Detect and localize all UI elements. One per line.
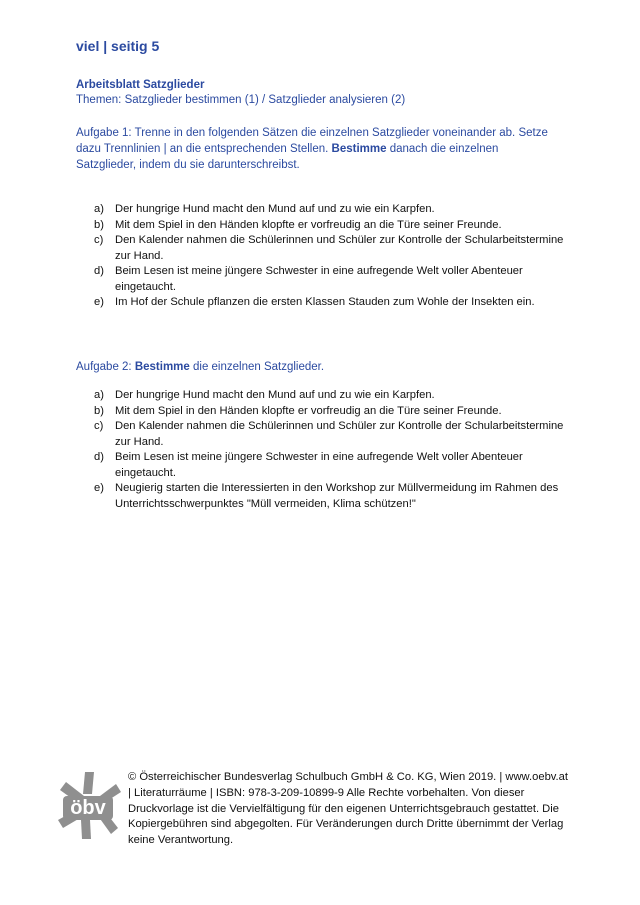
task2-intro-b: die einzelnen Satzglieder.: [189, 361, 325, 373]
list-marker: c): [94, 420, 104, 432]
list-item: [94, 388, 564, 404]
worksheet-title: Arbeitsblatt Satzglieder: [76, 79, 205, 91]
sentence-text: Den Kalender nahmen die Schülerinnen und Schüler zur Kontrolle der Schularbeitstermine zur Hand.: [115, 420, 564, 448]
list-item: [94, 218, 564, 234]
task1-intro-a: Aufgabe 1: Trenne in den folgenden Sätzen die einzelnen Satzglieder voneinander ab. Setze dazu Trennlinien | an die entsprechenden Stellen.: [76, 127, 548, 155]
copyright-footer: © Österreichischer Bundesverlag Schulbuch GmbH & Co. KG, Wien 2019. | www.oebv.at | Literaturräume | ISBN: 978-3-209-10899-9 Alle Rechte vorbehalten. Von dieser Druckvorlage ist die Vervielfältigung für den eigenen Unterrichtsgebrauch gestattet. Die Kopiergebühren sind abgegolten. Für Veränderungen durch Dritte übernimmt der Verlag keine Verantwortung.: [128, 771, 568, 847]
list-marker: d): [94, 265, 104, 277]
task1-sentence-list: [94, 202, 564, 311]
page-header-title: viel | seitig 5: [76, 38, 160, 54]
list-item: [94, 419, 564, 450]
task1-instructions: [76, 125, 556, 173]
list-item: [94, 202, 564, 218]
list-item: [94, 450, 564, 481]
publisher-logo: [54, 770, 122, 840]
sentence-text: Beim Lesen ist meine jüngere Schwester in eine aufregende Welt voller Abenteuer eingetaucht.: [115, 451, 523, 479]
sentence-text: Der hungrige Hund macht den Mund auf und zu wie ein Karpfen.: [115, 203, 435, 215]
list-item: [94, 264, 564, 295]
worksheet-themes: Themen: Satzglieder bestimmen (1) / Satzglieder analysieren (2): [76, 94, 406, 106]
sentence-text: Mit dem Spiel in den Händen klopfte er vorfreudig an die Türe seiner Freunde.: [115, 218, 502, 231]
logo-text: öbv: [70, 797, 106, 819]
sentence-text: Neugierig starten die Interessierten in den Workshop zur Müllvermeidung im Rahmen des Unterrichtsschwerpunktes "Müll vermeiden, Klima schützen!": [115, 482, 559, 510]
list-marker: b): [94, 404, 104, 417]
task2-instructions: [76, 359, 556, 375]
task2-intro-bold: Bestimme: [134, 361, 190, 373]
list-marker: c): [94, 234, 104, 246]
sentence-text: Im Hof der Schule pflanzen die ersten Klassen Stauden zum Wohle der Insekten ein.: [115, 296, 535, 308]
sentence-text: Beim Lesen ist meine jüngere Schwester in eine aufregende Welt voller Abenteuer eingetaucht.: [115, 265, 523, 293]
task1-intro-bold: Bestimme: [331, 143, 387, 155]
list-item: [94, 295, 564, 311]
list-marker: a): [94, 203, 104, 215]
list-marker: d): [94, 451, 104, 463]
list-marker: a): [94, 389, 104, 401]
list-item: [94, 481, 564, 512]
list-marker: e): [94, 296, 104, 308]
task1-intro-b: danach die einzelnen Satzglieder, indem du sie darunterschreibst.: [76, 143, 499, 171]
list-marker: e): [94, 482, 104, 494]
sentence-text: Der hungrige Hund macht den Mund auf und zu wie ein Karpfen.: [115, 389, 435, 401]
list-item: [94, 404, 564, 420]
sentence-text: Den Kalender nahmen die Schülerinnen und Schüler zur Kontrolle der Schularbeitstermine zur Hand.: [115, 234, 564, 262]
sentence-text: Mit dem Spiel in den Händen klopfte er vorfreudig an die Türe seiner Freunde.: [115, 404, 502, 417]
task2-sentence-list: [94, 388, 564, 512]
task2-intro-a: Aufgabe 2:: [76, 361, 135, 373]
list-item: [94, 233, 564, 264]
list-marker: b): [94, 218, 104, 231]
